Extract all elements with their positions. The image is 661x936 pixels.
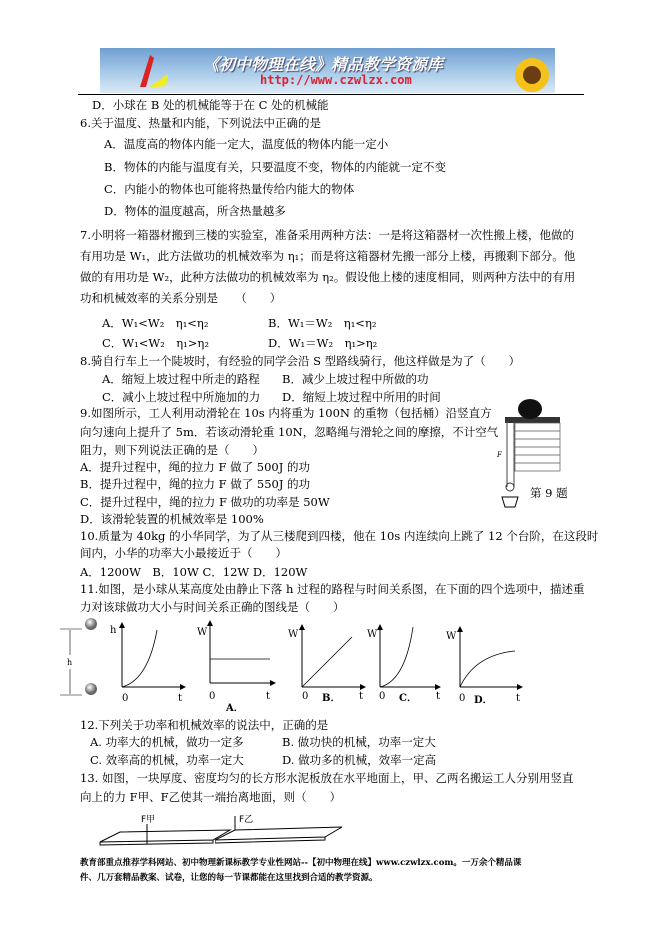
axis-origin: 0 [379,691,386,702]
graph-option-a [210,621,275,683]
axis-origin: 0 [209,691,216,702]
q9-option-b: B．提升过程中，绳的拉力 F 做了 550J 的功 [80,477,311,491]
q6-option-c: C．内能小的物体也可能将热量传给内能大的物体 [104,182,355,196]
q7-stem-line: 7.小明将一箱器材搬到三楼的实验室，准备采用两种方法：一是将这箱器材一次性搬上楼，他做的 [80,228,574,242]
option-a-label: A． [226,703,244,714]
graph-option-b [302,625,365,687]
sunflower-icon [500,53,555,93]
axis-label: W [367,629,378,640]
q9-option-c: C．提升过程中，绳的拉力 F 做功的功率是 50W [80,495,330,509]
q8-stem: 8.骑自行车上一个陡坡时，有经验的同学会沿 S 型路线骑行，他这样做是为了（ ） [80,354,521,368]
q11-stem-line: 力对该球做功大小与时间关系正确的图线是（ ） [80,600,345,614]
q7-option-c: C．W₁<W₂ η₁>η₂ [102,336,209,350]
axis-origin: 0 [302,691,309,702]
banner-title: 《初中物理在线》精品教学资源库 [203,55,444,74]
q12-stem: 12.下列关于功率和机械效率的说法中，正确的是 [80,718,329,732]
q7-stem-line: 有用功是 W₁，此方法做功的机械效率为 η₁；而是将这箱器材先搬一部分上楼，再搬剩下部分。他 [80,249,576,263]
q10-stem-line: 间内，小华的功率大小最接近于（ ） [80,546,287,560]
q8-option-b: B．减少上坡过程中所做的功 [282,372,429,386]
q8-option-c: C．减小上坡过程中所施加的力 [102,390,261,404]
axis-label: W [288,629,299,640]
force-label: F [497,451,502,459]
q6-option-d: D．物体的温度越高，所含热量越多 [104,204,286,218]
axis-origin: 0 [122,693,129,704]
axis-label: W [197,627,208,638]
q10-stem-line: 10.质量为 40kg 的小华同学，为了从三楼爬到四楼，他在 10s 内连续向上跳了 12 个台阶，在这段时 [80,529,599,543]
q10-options: A．1200W B．10W C．12W D．120W [80,565,308,579]
axis-label: t [516,693,521,704]
q11-graphs [60,615,600,720]
header-rule [78,94,584,95]
q9-stem-line: 阻力，则下列说法正确的是（ ） [80,443,264,457]
force-label-jia: F甲 [141,815,156,825]
q8-option-d: D．缩短上坡过程中所用的时间 [282,390,441,404]
q6-stem: 6.关于温度、热量和内能，下列说法中正确的是 [80,116,321,130]
q9-option-d: D．该滑轮装置的机械效率是 100% [80,512,264,526]
q5-option-d: D．小球在 B 处的机械能等于在 C 处的机械能 [92,98,329,112]
footer-line: 教育部重点推荐学科网站、初中物理新课标教学专业性网站--【初中物理在线】www.czwlzx.com。一万余个精品课 [80,858,522,868]
falling-ball-diagram [60,618,97,695]
q9-stem-line: 向匀速向上提升了 5m．若该动滑轮重 10N，忽略绳与滑轮之间的摩擦，不计空气 [80,425,499,439]
q13-slab-figure-2 [215,810,395,850]
axis-label: t [359,691,364,702]
q7-stem-line: 做的有用功是 W₂，此种方法做功的机械效率为 η₂。假设他上楼的速度相同，则两种方法中的有用 [80,270,576,284]
footer-line: 件、几万套精品教案、试卷，让您的每一节课都能在这里找到合适的教学资源。 [80,873,378,883]
q9-option-a: A．提升过程中，绳的拉力 F 做了 500J 的功 [80,460,310,474]
graph-h-t [122,623,185,687]
q13-stem-line: 13. 如图，一块厚度、密度均匀的长方形水泥板放在水平地面上，甲、乙两名搬运工人分别用竖直 [80,771,574,785]
axis-origin: 0 [459,693,466,704]
option-d-label: D． [474,695,493,706]
height-label: h [67,658,73,667]
graph-option-c [380,625,440,687]
graph-option-d [460,627,522,687]
force-label-yi: F乙 [239,815,254,825]
q12-option-b: B. 做功快的机械，功率一定大 [282,735,436,749]
axis-label: t [436,691,441,702]
q7-stem-line: 功和机械效率的关系分别是 （ ） [80,291,282,305]
axis-label: t [178,693,183,704]
option-b-label: B． [322,693,341,704]
q8-option-a: A．缩短上坡过程中所走的路程 [102,372,260,386]
q9-stem-line: 9.如图所示，工人利用动滑轮在 10s 内将重为 100N 的重物（包括桶）沿竖直方 [80,406,492,420]
q13-stem-line: 向上的力 F甲、F乙使其一端抬离地面，则（ ） [80,790,342,804]
banner-url[interactable]: http://www.czwlzx.com [260,73,412,87]
axis-label: W [446,631,457,642]
axis-label: t [266,691,271,702]
q7-option-b: B．W₁＝W₂ η₁<η₂ [268,316,377,330]
site-banner [100,48,555,93]
logo-icon [130,52,180,92]
q12-option-d: D. 做功多的机械，效率一定高 [282,753,437,767]
q12-option-a: A. 功率大的机械，做功一定多 [90,735,244,749]
q9-figure-caption: 第 9 题 [530,486,568,500]
q6-option-b: B．物体的内能与温度有关，只要温度不变，物体的内能就一定不变 [104,160,446,174]
option-c-label: C． [399,693,417,704]
q12-option-c: C. 效率高的机械，功率一定大 [90,753,244,767]
q6-option-a: A．温度高的物体内能一定大，温度低的物体内能一定小 [104,137,389,151]
q11-stem-line: 11.如图，是小球从某高度处由静止下落 h 过程的路程与时间关系图，在下面的四个选项中，描述重 [80,582,585,596]
q7-option-a: A．W₁<W₂ η₁<η₂ [102,316,209,330]
axis-label: h [110,625,117,636]
q7-option-d: D．W₁＝W₂ η₁>η₂ [268,336,378,350]
